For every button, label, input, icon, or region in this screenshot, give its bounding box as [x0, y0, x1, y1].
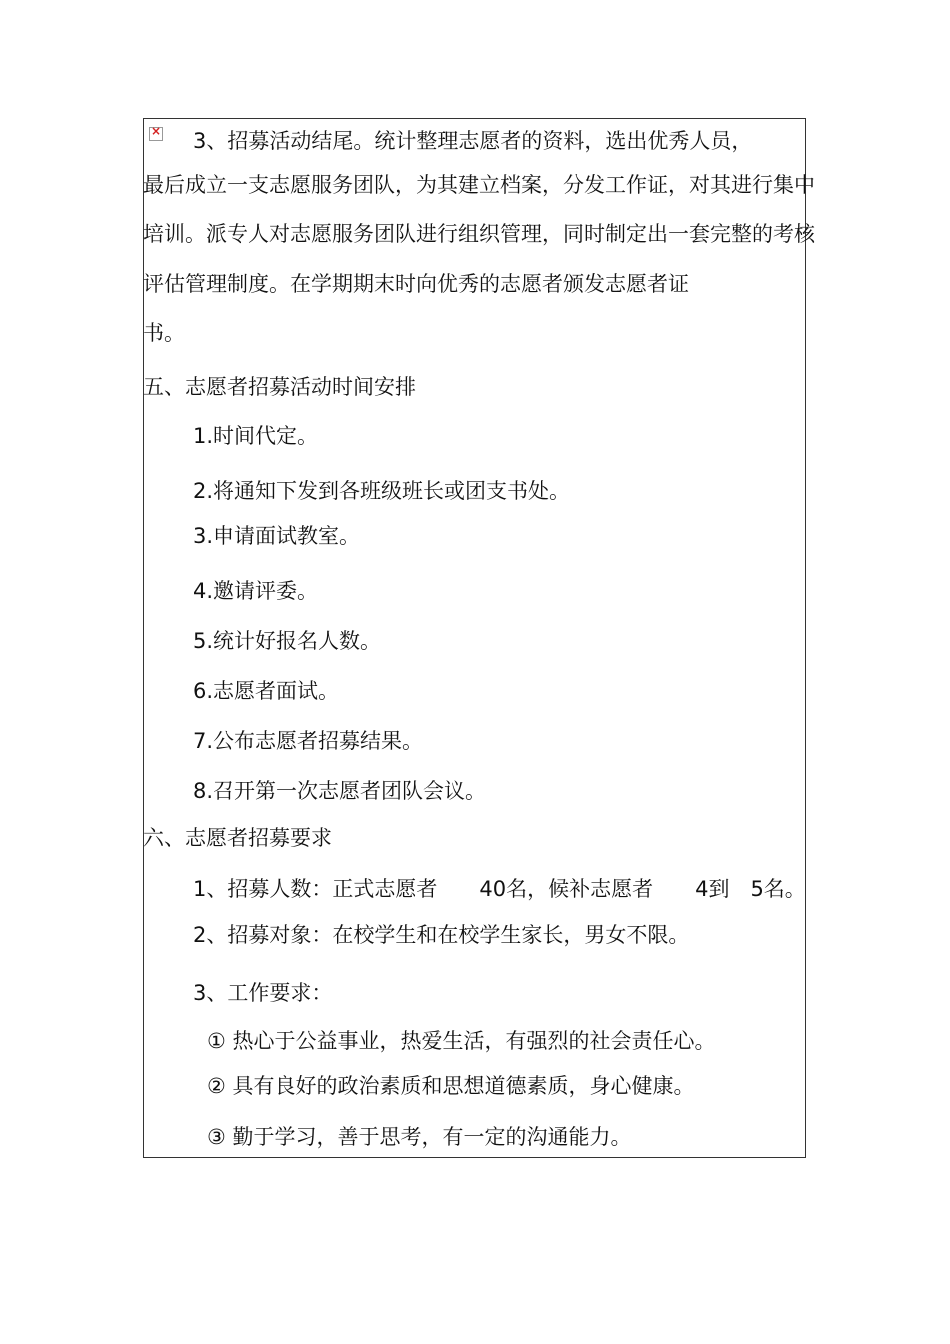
section-6-requirement-count: 1、招募人数：正式志愿者 40名，候补志愿者 4到 5名。: [193, 877, 806, 901]
section-5-item: 3.申请面试教室。: [193, 524, 361, 548]
section-6-heading: 六、志愿者招募要求: [143, 826, 332, 850]
work-requirement-item: ③ 勤于学习，善于思考，有一定的沟通能力。: [207, 1125, 632, 1149]
work-requirement-item: ② 具有良好的政治素质和思想道德素质，身心健康。: [207, 1074, 695, 1098]
section-5-item: 4.邀请评委。: [193, 579, 319, 603]
section-5-item: 2.将通知下发到各班级班长或团支书处。: [193, 479, 571, 503]
paragraph-3-line-4: 评估管理制度。在学期期末时向优秀的志愿者颁发志愿者证: [143, 272, 689, 296]
section-5-item: 7.公布志愿者招募结果。: [193, 729, 424, 753]
section-5-item: 8.召开第一次志愿者团队会议。: [193, 779, 487, 803]
section-5-heading: 五、志愿者招募活动时间安排: [143, 375, 416, 399]
section-6-requirement-target: 2、招募对象：在校学生和在校学生家长，男女不限。: [193, 923, 690, 947]
section-5-item: 6.志愿者面试。: [193, 679, 340, 703]
section-6-requirement-work: 3、工作要求：: [193, 981, 333, 1005]
paragraph-3-line-1: 3、招募活动结尾。统计整理志愿者的资料，选出优秀人员，: [193, 129, 753, 153]
work-requirement-item: ① 热心于公益事业，热爱生活，有强烈的社会责任心。: [207, 1029, 716, 1053]
paragraph-3-line-3: 培训。派专人对志愿服务团队进行组织管理，同时制定出一套完整的考核: [143, 222, 815, 246]
paragraph-3-line-2: 最后成立一支志愿服务团队，为其建立档案，分发工作证，对其进行集中: [143, 173, 815, 197]
section-5-item: 1.时间代定。: [193, 424, 319, 448]
paragraph-3-line-5: 书。: [143, 321, 185, 345]
broken-image-icon: [149, 127, 163, 141]
section-5-item: 5.统计好报名人数。: [193, 629, 382, 653]
